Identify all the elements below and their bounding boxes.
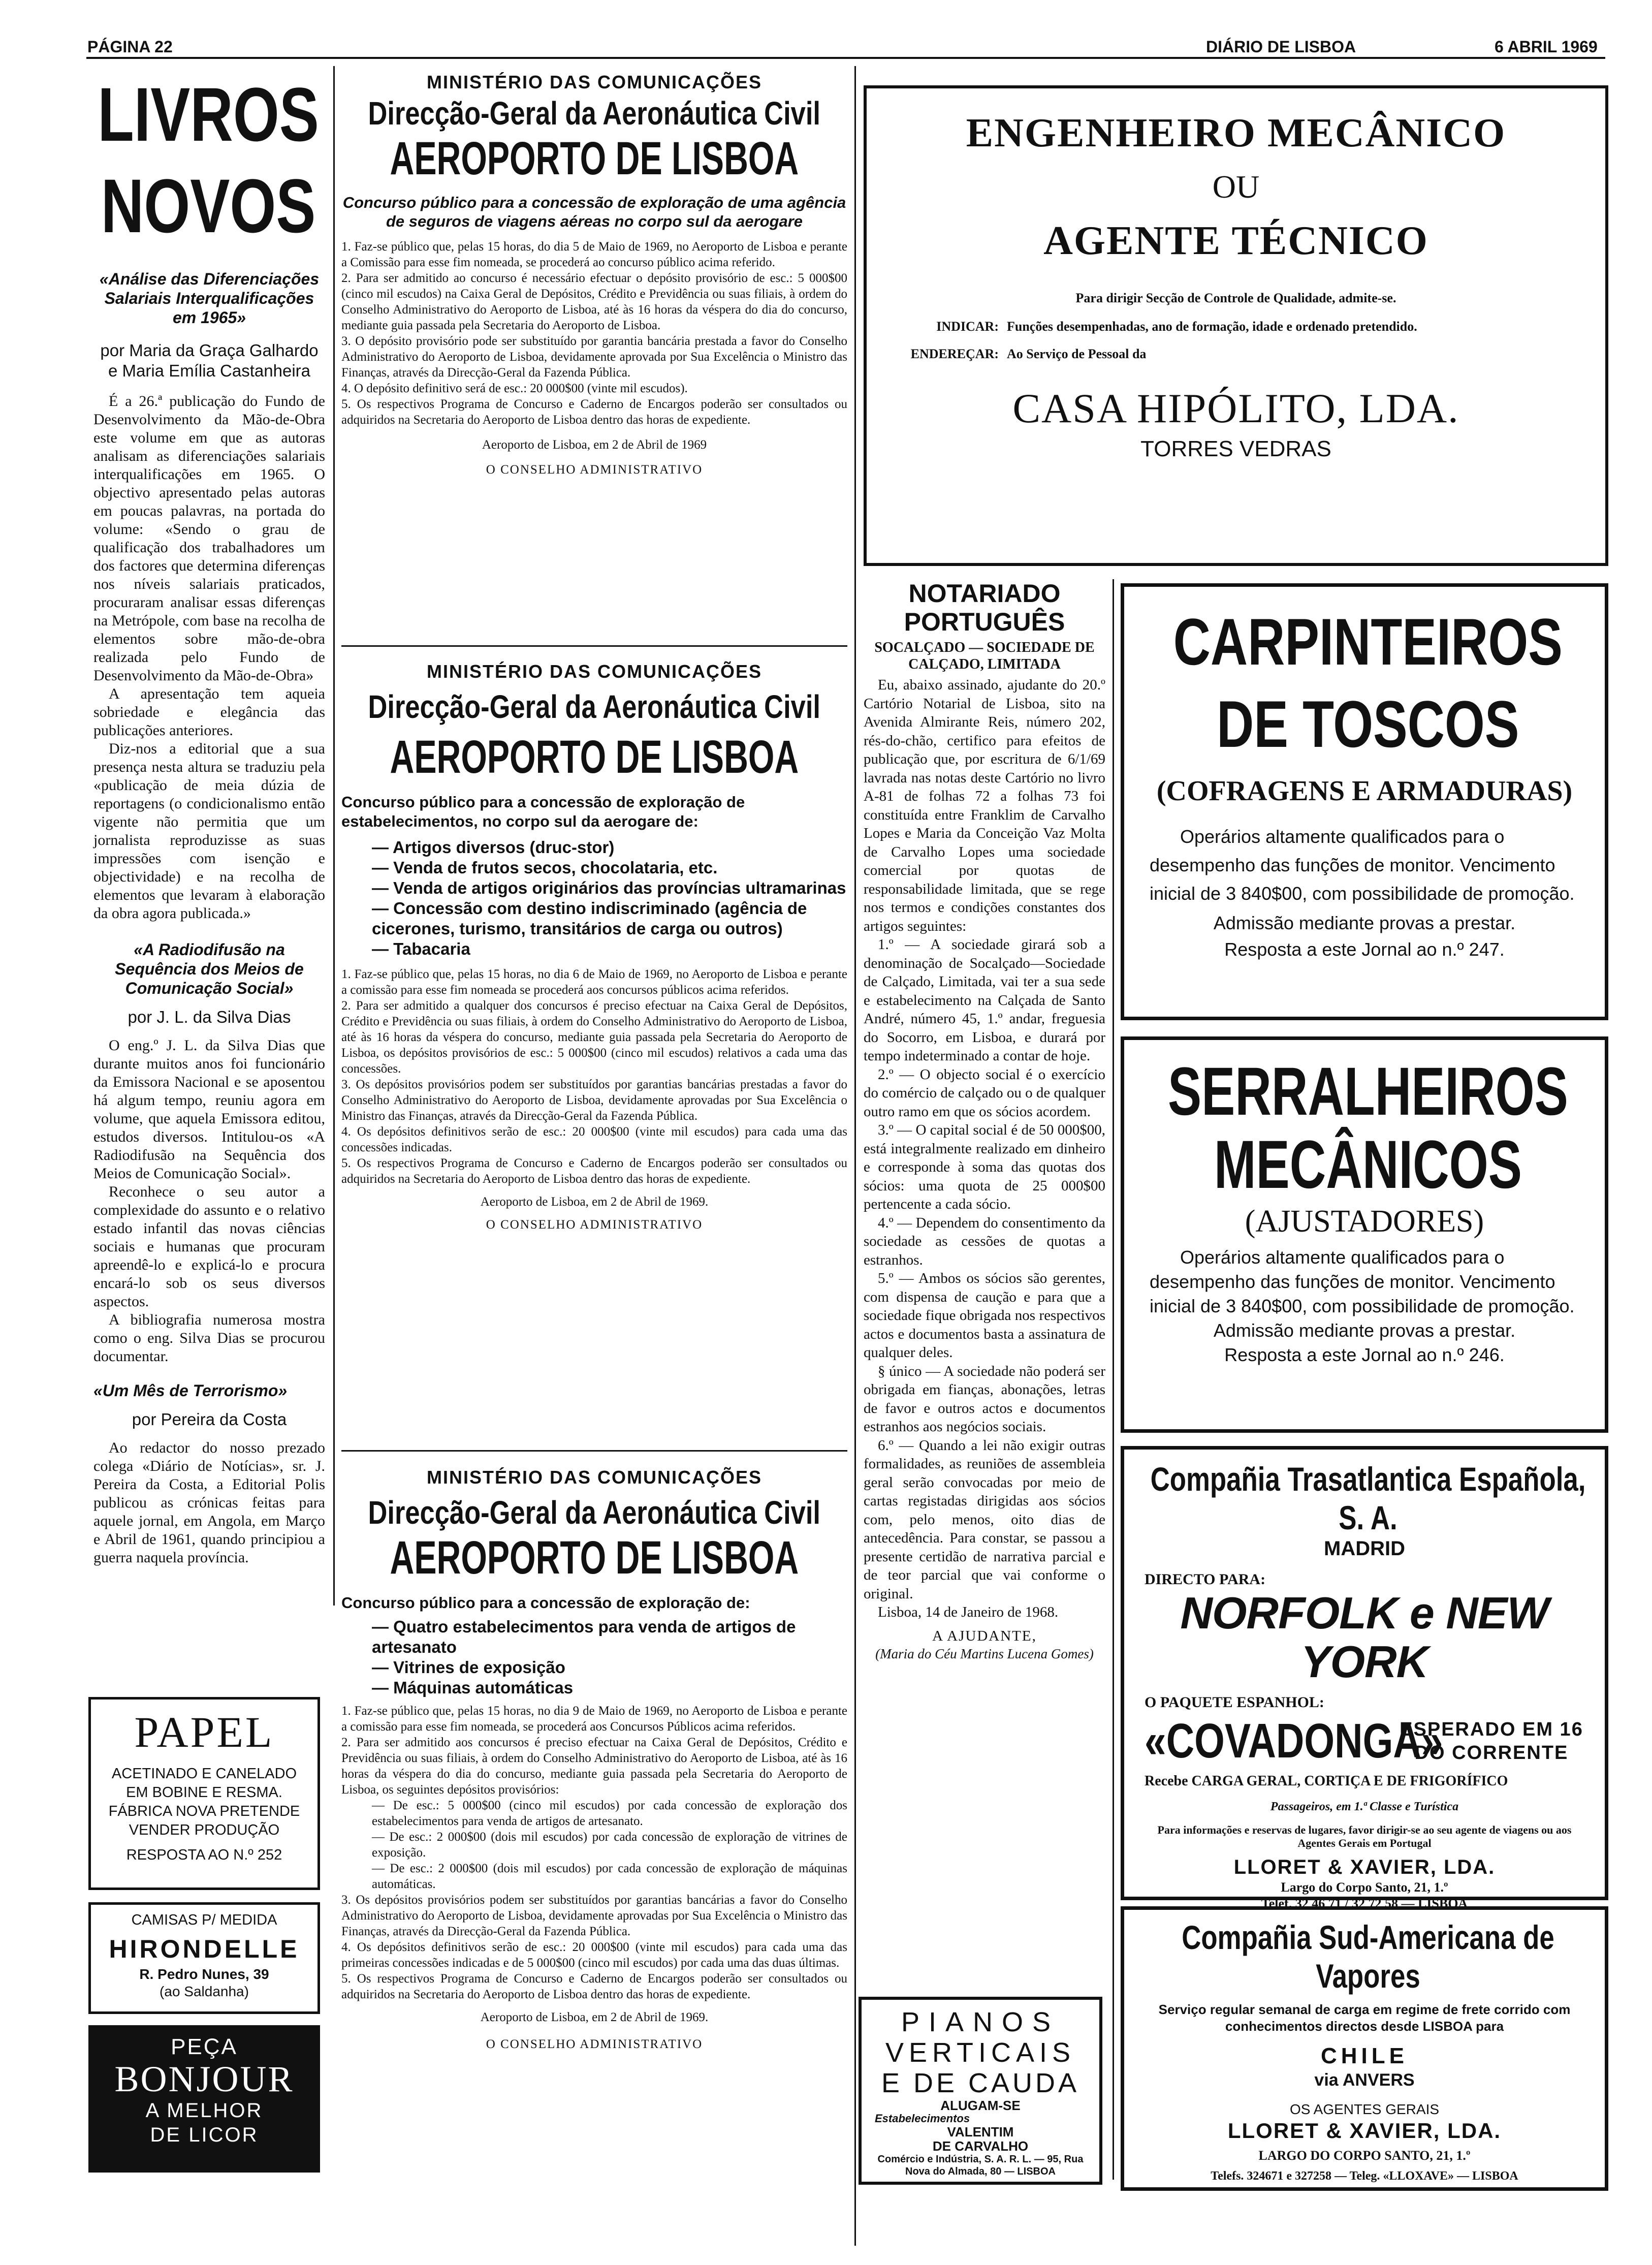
ad-bonjour <box>88 2025 320 2173</box>
sudamericana-service: Serviço regular semanal de carga em regime de frete corrido com conhecimentos directos desde LISBOA para <box>1158 2002 1571 2034</box>
notice-paragraph: 1. Faz-se público que, pelas 15 horas, do dia 5 de Maio de 1969, no Aeroporto de Lisboa e perante a Comissão para esse fim nomeada, se procederá ao concurso público acima referido. <box>341 240 847 269</box>
pianos-line: VERTICAIS <box>885 2037 1076 2068</box>
papel-title: PAPEL <box>134 1708 274 1756</box>
book2-title: «A Radiodifusão na Sequência dos Meios de Comunicação Social» <box>115 940 304 997</box>
column-rule <box>854 66 856 2246</box>
trasatlantica-destination: NORFOLK e NEW YORK <box>1180 1588 1549 1687</box>
book2-text: Reconhece o seu autor a complexidade do assunto e o relativo estado infantil das novas ciências sociais e humanas que procuram apreendê-lo e explicá-lo e procura encará-lo sob os seus diversos aspectos. <box>93 1183 325 1310</box>
book1-text: A apresentação tem aqueia sobriedade e elegância das publicações anteriores. <box>93 685 325 739</box>
notice-paragraph: 2. Para ser admitido aos concursos é preciso efectuar na Caixa Geral de Depósitos, Crédito e Previdência ou suas filiais, à ordem do Conselho Administrativo do Aeroporto de Lisboa, até às 16 horas da véspera do dia do concurso, mediante guia passada pela Secretaria do Aeroporto de Lisboa, os seguintes depósitos provisórios: <box>341 1736 847 1797</box>
column-rule <box>1113 579 1114 2180</box>
notice-subject: Concurso público para a concessão de exploração de estabelecimentos, no corpo sul da aerogare de: <box>341 793 745 830</box>
trasatlantica-company: Compañia Trasatlantica Española, S. A. <box>1150 1460 1586 1536</box>
notariado-title: NOTARIADO <box>908 579 1061 608</box>
notice-ministry: MINISTÉRIO DAS COMUNICAÇÕES <box>426 661 763 682</box>
notariado-signer: (Maria do Céu Martins Lucena Gomes) <box>875 1646 1094 1661</box>
engenheiro-indicar <box>897 318 1575 335</box>
carpinteiros-title: CARPINTEIROS <box>1173 605 1563 679</box>
notariado-text: 2.º — O objecto social é o exercício do comércio de calçado ou o de qualquer outro ramo em que os sócios acordem. <box>864 1066 1105 1120</box>
engenheiro-purpose: Para dirigir Secção de Controle de Qualidade, admite-se. <box>1075 291 1396 305</box>
engenheiro-company: CASA HIPÓLITO, LDA. <box>1012 385 1459 431</box>
notice-paragraph: 4. Os depósitos definitivos serão de esc.: 20 000$00 (vinte mil escudos) para cada uma das primeiras concessões indicadas e de 5 000$00 (cinco mil escudos) por cada uma das duas últimas. <box>341 1940 847 1970</box>
notice-paragraph: 3. Os depósitos provisórios podem ser substituídos por garantias bancárias prestadas a favor do Conselho Administrativo do Aeroporto de Lisboa, devidamente aprovadas por Sua Excelência o Ministro das Finanças, através da Direcção-Geral da Fazenda Pública. <box>341 1078 847 1123</box>
trasatlantica-info: Para informações e reservas de lugares, favor dirigir-se ao seu agente de viagens ou aos Agentes Gerais em Portugal <box>1157 1823 1572 1849</box>
notice-department: Direcção-Geral da Aeronáutica Civil <box>368 95 821 132</box>
notice-deposit: — De esc.: 5 000$00 (cinco mil escudos) por cada concessão de exploração dos estabelecimentos para venda de artigos de artesanato. <box>372 1799 847 1828</box>
sudamericana-agent: LLORET & XAVIER, LDA. <box>1227 2119 1502 2143</box>
trasatlantica-ship-label: O PAQUETE ESPANHOL: <box>1145 1694 1324 1711</box>
notice-items <box>372 837 847 959</box>
notice-item: — Venda de frutos secos, chocolataria, etc. <box>372 858 718 877</box>
notice-item: — Vitrines de exposição <box>372 1658 565 1677</box>
ad-serralheiros <box>1121 1036 1608 1433</box>
engenheiro-town: TORRES VEDRAS <box>1140 436 1331 461</box>
trasatlantica-passengers: Passageiros, em 1.ª Classe e Turística <box>1270 1800 1459 1813</box>
camisas-address: R. Pedro Nunes, 39 <box>139 1966 269 1982</box>
serralheiros-title: SERRALHEIROS <box>1168 1054 1568 1129</box>
notice-paragraph: 1. Faz-se público que, pelas 15 horas, no dia 9 de Maio de 1969, no Aeroporto de Lisboa e perante a comissão para esse fim nomeada, se procederá aos Concursos Públicos acima referidos. <box>341 1704 847 1734</box>
notice-item: — Máquinas automáticas <box>372 1678 574 1697</box>
column-rule <box>333 66 335 1606</box>
book2-text: O eng.º J. L. da Silva Dias que durante muitos anos foi funcionário da Emissora Nacional e se aposentou há algum tempo, reuniu agora em volume, que aquela Emissora editou, estudos diversos. Intitulou-os «A Radiodifusão na Sequência dos Meios de Comunicação Social». <box>93 1037 325 1182</box>
notice-paragraph: 1. Faz-se público que, pelas 15 horas, no dia 6 de Maio de 1969, no Aeroporto de Lisboa e perante a comissão para esse fim nomeada se procederá aos concursos públicos acima referidos. <box>341 967 847 997</box>
indicar-label: INDICAR: <box>936 319 999 334</box>
livros-novos-section <box>91 72 325 248</box>
trasatlantica-address: Largo do Corpo Santo, 21, 1.º <box>1281 1880 1448 1895</box>
book1-title: «Análise das Diferenciações Salariais Interqualificações em 1965» <box>99 270 320 327</box>
notice-separator <box>341 645 847 647</box>
ad-carpinteiros <box>1121 583 1608 1020</box>
ad-sudamericana <box>1121 1906 1608 2191</box>
sudamericana-destination: CHILE <box>1321 2043 1408 2068</box>
camisas-line: CAMISAS P/ MEDIDA <box>131 1912 277 1928</box>
notice-airport: AEROPORTO DE LISBOA <box>390 731 799 783</box>
serralheiros-text: Operários altamente qualificados para o desempenho das funções de monitor. Vencimento inicial de 3 840$00, com possibilidade de promoção. <box>1150 1247 1575 1316</box>
notice-3 <box>341 1466 847 2052</box>
notice-subject: Concurso público para a concessão de exploração de uma agência de seguros de viagens aéreas no corpo sul da aerogare <box>342 194 846 230</box>
serralheiros-subtitle: (AJUSTADORES) <box>1245 1204 1484 1239</box>
pianos-line: PIANOS <box>901 2007 1060 2037</box>
book2-text: A bibliografia numerosa mostra como o eng. Silva Dias se procurou documentar. <box>93 1311 325 1365</box>
notariado-text: Eu, abaixo assinado, ajudante do 20.º Cartório Notarial de Lisboa, sito na Avenida Almirante Reis, número 202, rés-do-chão, certifico para efeitos de publicação que, por escritura de 6/1/69 lavrada nas notas deste Cartório no livro A-81 de folhas 72 a folhas 73 foi constituída entre Franklim de Carvalho Lopes e Maria da Conceição Vaz Molta de Carvalho Lopes uma sociedade comercial por quotas de responsabilidade limitada, que se rege nos termos e condições constantes dos artigos seguintes: <box>864 677 1105 934</box>
trasatlantica-tel: Telef. 32 46 71 / 32 72 58 — LISBOA <box>1261 1896 1468 1911</box>
carpinteiros-admission: Admissão mediante provas a prestar. <box>1213 913 1516 933</box>
notice-paragraph: 5. Os respectivos Programa de Concurso e Caderno de Encargos poderão ser consultados ou adquiridos na Secretaria do Aeroporto de Lisboa dentro das horas de expediente. <box>341 397 847 427</box>
notariado-title: PORTUGUÊS <box>904 608 1065 636</box>
notice-paragraph: 2. Para ser admitido ao concurso é necessário efectuar o depósito provisório de esc.: 5 000$00 (cinco mil escudos) na Caixa Geral de Depósitos, Crédito e Previdência ou suas filiais, à ordem do Conselho Administrativo do Aeroporto de Lisboa, até às 16 horas da véspera do dia do concurso, mediante guia passada pela Secretaria do Aeroporto de Lisboa. <box>341 271 847 332</box>
notariado-text: 3.º — O capital social é de 50 000$00, está integralmente realizado em dinheiro e corresponde à soma das quotas dos sócios: uma quota de 25 000$00 pertencente a cada sócio. <box>864 1122 1105 1212</box>
notice-item: — Artigos diversos (druc-stor) <box>372 838 615 857</box>
notice-paragraph: 4. O depósito definitivo será de esc.: 20 000$00 (vinte mil escudos). <box>341 382 688 395</box>
header-rule <box>86 57 1605 59</box>
notice-airport: AEROPORTO DE LISBOA <box>390 133 799 184</box>
newspaper-name: DIÁRIO DE LISBOA <box>1206 38 1356 56</box>
notice-deposit: — De esc.: 2 000$00 (dois mil escudos) por cada concessão de exploração de máquinas automáticas. <box>372 1862 847 1891</box>
trasatlantica-ship-row <box>1145 1715 1584 1768</box>
notice-item: — Tabacaria <box>372 939 470 958</box>
trasatlantica-direct: DIRECTO PARA: <box>1145 1571 1266 1588</box>
notice-paragraph: 2. Para ser admitido a qualquer dos concursos é preciso efectuar na Caixa Geral de Depósitos, Crédito e Previdência ou suas filiais, à ordem do Conselho Administrativo do Aeroporto de Lisboa, até às 16 horas da véspera do concurso, mediante guia passada pela Secretaria do Aeroporto de Lisboa, os depósitos provisórios de esc.: 5 000$00 (cinco mil escudos) relativos a cada uma das concessões. <box>341 999 847 1076</box>
notice-item: — Concessão com destino indiscriminado (agência de cicerones, turismo, transitários de carga ou outros) <box>372 899 807 938</box>
notice-airport: AEROPORTO DE LISBOA <box>390 1532 799 1584</box>
notice-signature: O CONSELHO ADMINISTRATIVO <box>486 463 703 477</box>
notariado-text: 1.º — A sociedade girará sob a denominação de Socalçado—Sociedade de Calçado, Limitada, vai ter a sua sede e estabelecimento na Calçada de Santo André, número 45, 1.º andar, freguesia do Socorro, em Lisboa, e durará por tempo indeterminado a contar de hoje. <box>864 936 1105 1064</box>
pianos-line: E DE CAUDA <box>881 2068 1080 2098</box>
bonjour-line: PEÇA <box>171 2034 238 2059</box>
livros-title: LIVROS <box>98 72 319 157</box>
page-number: PÁGINA 22 <box>87 38 173 56</box>
trasatlantica-ship: «COVADONGA» <box>1145 1714 1443 1768</box>
papel-reply: RESPOSTA AO N.º 252 <box>126 1847 282 1863</box>
notice-date: Aeroporto de Lisboa, em 2 de Abril de 1969. <box>480 2010 709 2024</box>
notice-item: — Venda de artigos originários das províncias ultramarinas <box>372 878 846 897</box>
trasatlantica-city: MADRID <box>1324 1537 1405 1560</box>
agente-title: AGENTE TÉCNICO <box>1043 218 1428 263</box>
notariado-section <box>864 579 1105 1662</box>
novos-title: NOVOS <box>101 163 316 248</box>
notariado-text: 6.º — Quando a lei não exigir outras formalidades, as reuniões de assembleia geral serão convocadas por meio de cartas registadas dirigidas aos sócios com, pelo menos, oito dias de antecedência. Para constar, se passou a presente certidão de narrativa parcial e de teor parcial que vai conforme o original. <box>864 1437 1105 1602</box>
toscos-title: DE TOSCOS <box>1217 687 1519 761</box>
engenheiro-title: ENGENHEIRO MECÂNICO <box>966 111 1506 155</box>
carpinteiros-subtitle: (COFRAGENS E ARMADURAS) <box>1156 775 1573 807</box>
pianos-line: Estabelecimentos <box>875 2112 970 2125</box>
notariado-sign: A AJUDANTE, <box>932 1627 1037 1644</box>
book3-author: por Pereira da Costa <box>132 1410 287 1429</box>
notice-2 <box>341 660 847 1233</box>
trasatlantica-cargo: Recebe CARGA GERAL, CORTIÇA E DE FRIGORÍFICO <box>1145 1773 1508 1789</box>
notice-paragraph: 4. Os depósitos definitivos serão de esc.: 20 000$00 (vinte mil escudos) para cada uma das concessões indicadas. <box>341 1125 847 1154</box>
book1-text: É a 26.ª publicação do Fundo de Desenvolvimento da Mão-de-Obra este volume em que as autoras analisam as diferenciações salariais interqualificações em 1965. O objectivo apresentado pelas autoras em poucas palavras, na portada do volume: «Sendo o grau de qualificação dos trabalhadores um dos factores que determina diferenças nos níveis salariais praticados, procuraram analisar essas diferenças na Metrópole, com base na recolha de elementos sobre mão-de-obra realizada pelo Fundo de Desenvolvimento da Mão-de-Obra» <box>93 393 325 684</box>
notice-separator <box>341 1450 847 1452</box>
engenheiro-or: OU <box>1212 169 1260 205</box>
book2-author: por J. L. da Silva Dias <box>128 1008 291 1026</box>
papel-text: ACETINADO E CANELADO EM BOBINE E RESMA. FÁBRICA NOVA PRETENDE VENDER PRODUÇÃO <box>108 1766 300 1838</box>
notariado-date: Lisboa, 14 de Janeiro de 1968. <box>878 1604 1059 1620</box>
book3-title: «Um Mês de Terrorismo» <box>93 1381 288 1400</box>
notice-department: Direcção-Geral da Aeronáutica Civil <box>368 1494 821 1531</box>
pianos-line: VALENTIM <box>947 2124 1014 2140</box>
bonjour-line: A MELHOR <box>145 2099 263 2122</box>
carpinteiros-reply: Resposta a este Jornal ao n.º 247. <box>1224 939 1505 960</box>
notice-ministry: MINISTÉRIO DAS COMUNICAÇÕES <box>426 72 763 92</box>
sudamericana-company: Compañia Sud-Americana de Vapores <box>1182 1918 1554 1995</box>
pianos-line: Comércio e Indústria, S. A. R. L. — 95, Rua Nova do Almada, 80 — LISBOA <box>877 2154 1084 2177</box>
ad-papel <box>88 1697 320 1890</box>
sudamericana-via: via ANVERS <box>1314 2070 1415 2090</box>
sudamericana-tel: Telefs. 324671 e 327258 — Teleg. «LLOXAVE» — LISBOA <box>1211 2169 1518 2183</box>
notice-subject: Concurso público para a concessão de exploração de: <box>341 1594 750 1612</box>
enderecar-label: ENDEREÇAR: <box>910 347 999 361</box>
ad-trasatlantica <box>1121 1446 1608 1911</box>
book1-author: por Maria da Graça Galhardo e Maria Emília Castanheira <box>100 341 319 380</box>
camisas-brand: HIRONDELLE <box>109 1935 300 1963</box>
notice-items <box>372 1617 847 1698</box>
notice-paragraph: 3. Os depósitos provisórios podem ser substituídos por garantias bancárias a favor do Conselho Administrativo do Aeroporto de Lisboa, devidamente aprovadas por Sua Excelência o Ministro das Finanças, através da Direcção-Geral da Fazenda Pública. <box>341 1893 847 1938</box>
sudamericana-agents-label: OS AGENTES GERAIS <box>1289 2101 1440 2117</box>
issue-date: 6 ABRIL 1969 <box>1495 38 1598 56</box>
notice-paragraph: 5. Os respectivos Programa de Concurso e Caderno de Encargos poderão ser consultados ou adquiridos na Secretaria do Aeroporto de Lisboa dentro das horas de expediente. <box>341 1156 847 1186</box>
engenheiro-enderecar <box>897 345 1575 363</box>
notice-ministry: MINISTÉRIO DAS COMUNICAÇÕES <box>426 1467 763 1488</box>
bonjour-line: DE LICOR <box>150 2124 259 2146</box>
notariado-text: 4.º — Dependem do consentimento da sociedade as cessões de quotas a estranhos. <box>864 1214 1105 1268</box>
livros-column-body <box>93 269 325 1567</box>
notariado-text: 5.º — Ambos os sócios são gerentes, com dispensa de caução e para que a sociedade fique obrigada nos respectivos actos e documentos basta a assinatura de qualquer deles. <box>864 1270 1105 1361</box>
serralheiros-reply: Resposta a este Jornal ao n.º 246. <box>1224 1344 1505 1365</box>
pianos-line: ALUGAM-SE <box>940 2098 1021 2113</box>
camisas-address: (ao Saldanha) <box>160 1984 249 1999</box>
notariado-text: § único — A sociedade não poderá ser obrigada em fianças, abonações, letras de favor e outros actos e documentos estranhos aos negócios sociais. <box>864 1363 1105 1435</box>
book1-text: Diz-nos a editorial que a sua presença nesta altura se traduziu pela «publicação de meia dúzia de reportagens (o condicionalismo então vigente não permitia que um jornalista reproduzisse as suas impressões com isenção e objectividade) e na recolha de elementos que levaram à elaboração da obra agora publicada.» <box>93 740 325 922</box>
serralheiros-admission: Admissão mediante provas a prestar. <box>1213 1320 1516 1341</box>
notariado-company: SOCALÇADO — SOCIEDADE DE CALÇADO, LIMITADA <box>874 640 1095 672</box>
trasatlantica-agent: LLORET & XAVIER, LDA. <box>1233 1856 1496 1878</box>
mecanicos-title: MECÂNICOS <box>1214 1127 1522 1203</box>
carpinteiros-text: Operários altamente qualificados para o desempenho das funções de monitor. Vencimento inicial de 3 840$00, com possibilidade de promoção. <box>1150 826 1575 904</box>
ad-camisas <box>88 1902 320 2014</box>
ad-engenheiro <box>864 85 1608 566</box>
notice-1 <box>341 71 847 478</box>
notice-paragraph: 5. Os respectivos Programa de Concurso e Caderno de Encargos poderão ser consultados ou adquiridos na Secretaria do Aeroporto de Lisboa dentro das horas de expediente. <box>341 1972 847 2001</box>
pianos-line: DE CARVALHO <box>932 2138 1029 2154</box>
notice-department: Direcção-Geral da Aeronáutica Civil <box>368 688 821 725</box>
notice-date: Aeroporto de Lisboa, em 2 de Abril de 1969. <box>480 1195 709 1209</box>
notice-paragraph: 3. O depósito provisório pode ser substituído por garantia bancária prestada a favor do Conselho Administrativo do Aeroporto de Lisboa, devidamente aprovada por Sua Excelência o Ministro das Finanças, através da Direcção-Geral da Fazenda Pública. <box>341 334 847 380</box>
book3-text: Ao redactor do nosso prezado colega «Diário de Notícias», sr. J. Pereira da Costa, a Editorial Polis publicou as crónicas feitas para aquele jornal, em Angola, em Março e Abril de 1961, quando principiou a guerra naquela província. <box>93 1439 325 1566</box>
trasatlantica-expected: ESPERADO EM 16 DO CORRENTE <box>1400 1719 1583 1764</box>
notice-date: Aeroporto de Lisboa, em 2 de Abril de 1969 <box>482 438 707 452</box>
sudamericana-address: LARGO DO CORPO SANTO, 21, 1.º <box>1258 2148 1471 2163</box>
notice-item: — Quatro estabelecimentos para venda de artigos de artesanato <box>372 1617 796 1656</box>
enderecar-text: Ao Serviço de Pessoal da <box>1007 347 1147 361</box>
notice-signature: O CONSELHO ADMINISTRATIVO <box>486 1218 703 1232</box>
notice-signature: O CONSELHO ADMINISTRATIVO <box>486 2037 703 2051</box>
notice-deposit: — De esc.: 2 000$00 (dois mil escudos) por cada concessão de exploração de vitrines de exposição. <box>372 1830 847 1860</box>
indicar-text: Funções desempenhadas, ano de formação, idade e ordenado pretendido. <box>1007 319 1417 334</box>
ad-pianos <box>859 1997 1102 2185</box>
bonjour-brand: BONJOUR <box>114 2059 294 2099</box>
